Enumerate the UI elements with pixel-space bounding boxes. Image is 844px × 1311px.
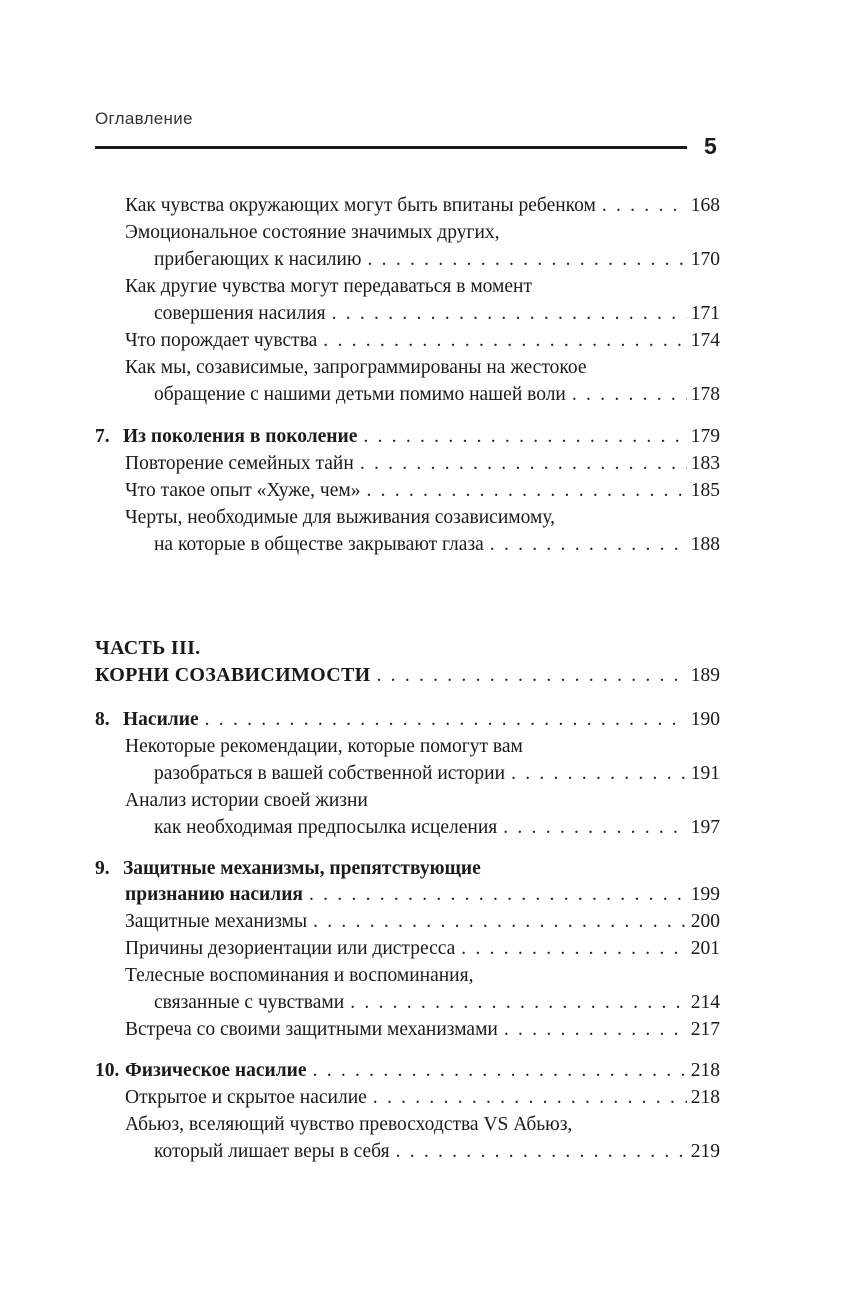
- toc-entry-title: Открытое и скрытое насилие: [125, 1087, 367, 1108]
- toc-entry-page: 199: [690, 884, 720, 905]
- toc-entry[interactable]: [125, 1112, 720, 1138]
- toc-entry-title: обращение с нашими детьми помимо нашей воли: [154, 384, 566, 405]
- toc-entry-title: Что такое опыт «Хуже, чем»: [125, 480, 361, 501]
- toc-entry-continuation[interactable]: [154, 1139, 720, 1165]
- toc-entry-title: Эмоциональное состояние значимых других,: [125, 222, 500, 243]
- page-number: 5: [704, 133, 717, 159]
- toc-leader-dots: [350, 990, 687, 1016]
- toc-entry[interactable]: [125, 734, 720, 760]
- chapter-number: 9.: [95, 858, 110, 879]
- toc-entry-continuation[interactable]: [154, 382, 720, 408]
- toc-entry-continuation[interactable]: [154, 990, 720, 1016]
- toc-entry-page: 214: [690, 992, 720, 1013]
- toc-entry-page: 185: [690, 480, 720, 501]
- toc-entry[interactable]: [125, 478, 720, 504]
- toc-entry-page: 174: [690, 330, 720, 351]
- toc-entry-continuation[interactable]: [154, 301, 720, 327]
- toc-entry[interactable]: [125, 1017, 720, 1043]
- toc-entry-page: 179: [690, 426, 720, 447]
- toc-entry-continuation[interactable]: [154, 247, 720, 273]
- toc-leader-dots: [503, 815, 687, 841]
- toc-entry-title: совершения насилия: [154, 303, 326, 324]
- toc-entry[interactable]: [125, 220, 720, 246]
- toc-entry-page: 190: [690, 709, 720, 730]
- chapter-title-text: Защитные механизмы, препятствующие: [123, 858, 481, 879]
- chapter-title-text: признанию насилия: [125, 884, 303, 905]
- toc-entry-title: прибегающих к насилию: [154, 249, 362, 270]
- toc-entry-title: Встреча со своими защитными механизмами: [125, 1019, 498, 1040]
- toc-leader-dots: [360, 451, 687, 477]
- toc-chapter-title: [95, 424, 357, 450]
- toc-entry-title: который лишает веры в себя: [154, 1141, 390, 1162]
- toc-part-title[interactable]: [95, 662, 720, 688]
- toc-chapter-title: [95, 707, 199, 733]
- toc-chapter-9[interactable]: [95, 856, 720, 882]
- toc-entry-title: Что порождает чувства: [125, 330, 318, 351]
- toc-leader-dots: [332, 301, 687, 327]
- toc-entry[interactable]: [125, 328, 720, 354]
- toc-entry-page: 171: [690, 303, 720, 324]
- chapter-number: 8.: [95, 709, 110, 730]
- chapter-title-text: Насилие: [123, 709, 199, 730]
- toc-leader-dots: [313, 1058, 687, 1084]
- toc-entry-page: 218: [690, 1060, 720, 1081]
- toc-leader-dots: [323, 328, 686, 354]
- toc-leader-dots: [511, 761, 687, 787]
- toc-entry-title: Некоторые рекомендации, которые помогут вам: [125, 736, 523, 757]
- toc-leader-dots: [366, 478, 686, 504]
- toc-entry[interactable]: [125, 505, 720, 531]
- part-title-text: КОРНИ СОЗАВИСИМОСТИ: [95, 664, 371, 686]
- toc-entry[interactable]: [125, 788, 720, 814]
- chapter-title-text: Из поколения в поколение: [123, 426, 358, 447]
- toc-leader-dots: [504, 1017, 687, 1043]
- toc-entry-title: Телесные воспоминания и воспоминания,: [125, 965, 474, 986]
- toc-leader-dots: [461, 936, 686, 962]
- toc-chapter-10[interactable]: [95, 1058, 720, 1084]
- toc-entry[interactable]: [125, 451, 720, 477]
- toc-entry-title: Как чувства окружающих могут быть впитаны ребенком: [125, 195, 596, 216]
- chapter-number: 7.: [95, 426, 110, 447]
- toc-entry-title: Черты, необходимые для выживания созависимому,: [125, 507, 555, 528]
- toc-entry-title: Причины дезориентации или дистресса: [125, 938, 456, 959]
- toc-leader-dots: [205, 707, 687, 733]
- toc-part-label[interactable]: [95, 635, 720, 661]
- toc-entry[interactable]: [125, 963, 720, 989]
- toc-entry-title: Как другие чувства могут передаваться в момент: [125, 276, 533, 297]
- toc-entry-page: 197: [690, 817, 720, 838]
- toc-leader-dots: [396, 1139, 687, 1165]
- toc-entry[interactable]: [125, 355, 720, 381]
- chapter-number: 10.: [95, 1060, 120, 1081]
- toc-entry-title: Анализ истории своей жизни: [125, 790, 368, 811]
- toc-entry-page: 191: [690, 763, 720, 784]
- toc-leader-dots: [572, 382, 687, 408]
- toc-entry-page: 218: [690, 1087, 720, 1108]
- toc-entry-continuation[interactable]: [154, 761, 720, 787]
- toc-entry-title: Абьюз, вселяющий чувство превосходства VS Абьюз,: [125, 1114, 573, 1135]
- toc-entry-title: разобраться в вашей собственной истории: [154, 763, 506, 784]
- toc-entry-page: 219: [690, 1141, 720, 1162]
- toc-entry-page: 188: [690, 534, 720, 555]
- toc-entry-title: Повторение семейных тайн: [125, 453, 354, 474]
- toc-entry-page: 200: [690, 911, 720, 932]
- toc-entry-page: 217: [690, 1019, 720, 1040]
- toc-entry[interactable]: [125, 909, 720, 935]
- toc-entry[interactable]: [125, 936, 720, 962]
- toc-entry[interactable]: [125, 193, 720, 219]
- toc-chapter-title: [95, 1058, 307, 1084]
- toc-chapter-9-continuation[interactable]: [125, 882, 720, 908]
- toc-entry[interactable]: [125, 1085, 720, 1111]
- toc-entry-title: связанные с чувствами: [154, 992, 345, 1013]
- toc-leader-dots: [363, 424, 686, 450]
- toc-entry-page: 170: [690, 249, 720, 270]
- toc-entry-title: Как мы, созависимые, запрограммированы на жестокое: [125, 357, 587, 378]
- toc-leader-dots: [602, 193, 687, 219]
- toc-leader-dots: [377, 663, 687, 689]
- toc-entry-title: Защитные механизмы: [125, 911, 308, 932]
- toc-leader-dots: [490, 532, 687, 558]
- toc-leader-dots: [309, 882, 687, 908]
- toc-entry-page: 189: [690, 665, 720, 686]
- toc-leader-dots: [373, 1085, 687, 1111]
- part-number: ЧАСТЬ III.: [95, 637, 201, 659]
- toc-chapter-7[interactable]: [95, 424, 720, 450]
- toc-chapter-8[interactable]: [95, 707, 720, 733]
- toc-leader-dots: [313, 909, 687, 935]
- toc-entry-title: на которые в обществе закрывают глаза: [154, 534, 484, 555]
- toc-entry-page: 201: [690, 938, 720, 959]
- toc-entry-page: 178: [690, 384, 720, 405]
- running-head: Оглавление: [95, 109, 193, 128]
- toc-entry-continuation[interactable]: [154, 815, 720, 841]
- toc-leader-dots: [368, 247, 687, 273]
- toc-chapter-title: [95, 856, 481, 882]
- toc-entry-page: 168: [690, 195, 720, 216]
- toc-entry-continuation[interactable]: [154, 532, 720, 558]
- chapter-title-text: Физическое насилие: [125, 1060, 307, 1081]
- header-rule: [95, 146, 687, 149]
- toc-entry[interactable]: [125, 274, 720, 300]
- toc-entry-page: 183: [690, 453, 720, 474]
- toc-entry-title: как необходимая предпосылка исцеления: [154, 817, 498, 838]
